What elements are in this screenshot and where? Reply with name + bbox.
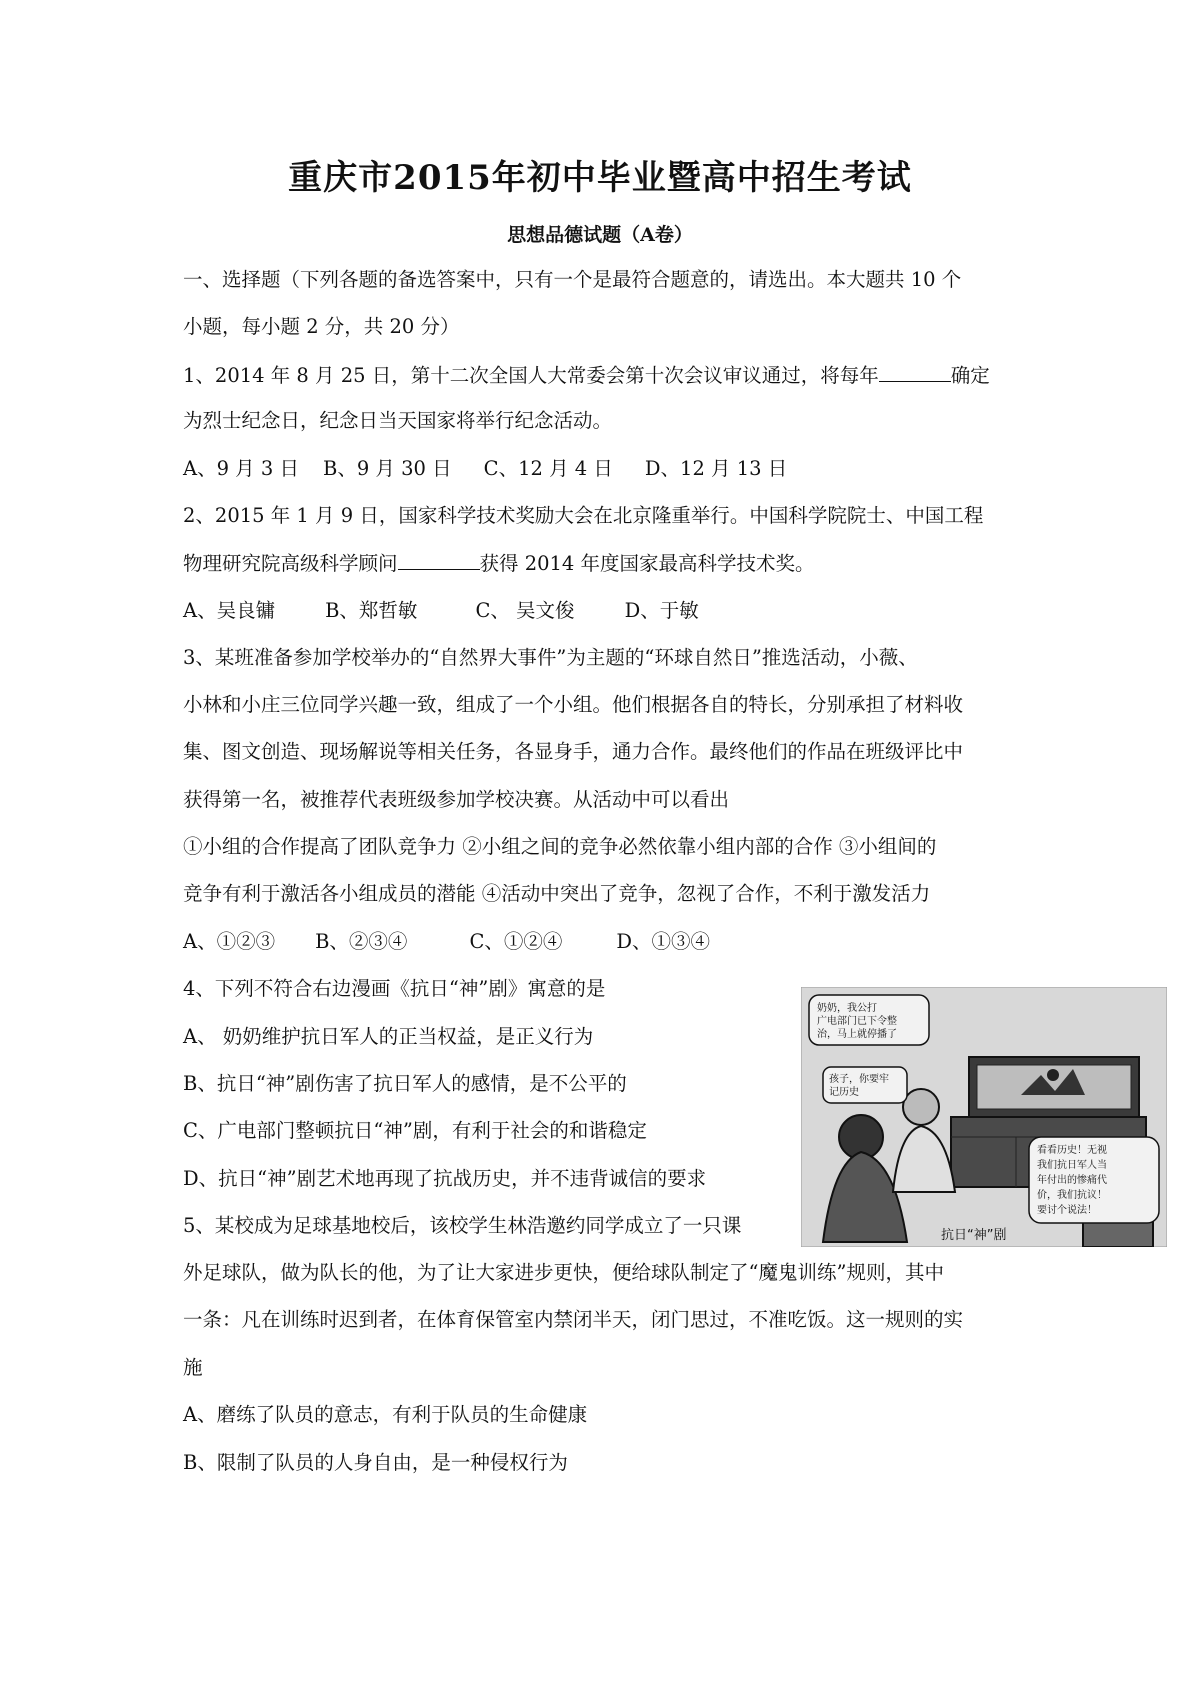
question-2-stem: 2、2015 年 1 月 9 日，国家科学技术奖励大会在北京隆重举行。中国科学院院士、中国工程 <box>183 504 984 527</box>
option-a: A、9 月 3 日 <box>183 457 299 480</box>
answer-blank <box>879 361 951 382</box>
option-c: C、 吴文俊 <box>475 599 575 622</box>
question-4-stem: 4、下列不符合右边漫画《抗日“神”剧》寓意的是 <box>183 977 606 1000</box>
question-2-options <box>183 597 699 625</box>
answer-blank <box>398 549 480 570</box>
bubble-text: 广电部门已下令整 <box>817 1016 897 1027</box>
bubble-text: 孩子，你要牢 <box>829 1074 889 1085</box>
option-b: B、限制了队员的人身自由，是一种侵权行为 <box>183 1451 568 1474</box>
option-b: B、9 月 30 日 <box>323 457 452 480</box>
question-5-stem: 一条：凡在训练时迟到者，在体育保管室内禁闭半天，闭门思过，不准吃饭。这一规则的实 <box>183 1308 964 1331</box>
section-instruction: 一、选择题（下列各题的备选答案中，只有一个是最符合题意的，请选出。本大题共 10 个 <box>183 268 962 291</box>
option-d: D、①③④ <box>616 930 710 953</box>
option-c: C、12 月 4 日 <box>483 457 613 480</box>
question-3-stem: 3、某班准备参加学校举办的“自然界大事件”为主题的“环球自然日”推选活动，小薇、 <box>183 646 918 669</box>
option-b: B、郑哲敏 <box>325 599 418 622</box>
option-a: A、 奶奶维护抗日军人的正当权益，是正义行为 <box>183 1025 594 1048</box>
bubble-text: 年付出的惨痛代 <box>1037 1175 1107 1186</box>
section-instruction: 小题，每小题 2 分，共 20 分） <box>183 315 460 338</box>
question-3-stem: 小林和小庄三位同学兴趣一致，组成了一个小组。他们根据各自的特长，分别承担了材料收 <box>183 693 964 716</box>
page-subtitle: 思想品德试题（A卷） <box>507 224 693 246</box>
question-5-stem: 施 <box>183 1356 203 1379</box>
option-d: D、12 月 13 日 <box>644 457 788 480</box>
question-5-stem: 外足球队，做为队长的他，为了让大家进步更快，便给球队制定了“魔鬼训练”规则，其中 <box>183 1261 944 1284</box>
option-c: C、广电部门整顿抗日“神”剧，有利于社会的和谐稳定 <box>183 1119 647 1142</box>
option-a: A、①②③ <box>183 930 276 953</box>
question-3-options <box>183 928 710 956</box>
bubble-text: 记历史 <box>829 1087 859 1098</box>
question-text: 获得 2014 年度国家最高科学技术奖。 <box>479 552 815 575</box>
bubble-text: 我们抗日军人当 <box>1037 1160 1107 1171</box>
question-text: 1、2014 年 8 月 25 日，第十二次全国人大常委会第十次会议审议通过，将每年 <box>183 364 879 387</box>
question-1-stem: 为烈士纪念日，纪念日当天国家将举行纪念活动。 <box>183 409 613 432</box>
bubble-text: 奶奶，我公打 <box>817 1003 877 1014</box>
question-2-stem <box>183 549 815 578</box>
cartoon-caption: 抗日“神”剧 <box>941 1228 1007 1243</box>
option-c: C、①②④ <box>469 930 563 953</box>
question-1-stem <box>183 361 990 390</box>
option-b: B、抗日“神”剧伤害了抗日军人的感情，是不公平的 <box>183 1072 627 1095</box>
question-3-statements: ①小组的合作提高了团队竞争力 ②小组之间的竞争必然依靠小组内部的合作 ③小组间的 <box>183 835 937 858</box>
bubble-text: 看看历史！无视 <box>1037 1145 1107 1156</box>
cartoon-illustration <box>801 987 1167 1247</box>
option-d: D、抗日“神”剧艺术地再现了抗战历史，并不违背诚信的要求 <box>183 1167 707 1190</box>
cartoon-drawing <box>801 987 1167 1247</box>
question-3-stem: 集、图文创造、现场解说等相关任务，各显身手，通力合作。最终他们的作品在班级评比中 <box>183 740 964 763</box>
question-3-statements: 竞争有利于激活各小组成员的潜能 ④活动中突出了竞争，忽视了合作，不利于激发活力 <box>183 882 931 905</box>
question-text: 物理研究院高级科学顾问 <box>183 552 398 575</box>
option-d: D、于敏 <box>624 599 699 622</box>
question-5-stem: 5、某校成为足球基地校后，该校学生林浩邀约同学成立了一只课 <box>183 1214 742 1237</box>
option-b: B、②③④ <box>315 930 408 953</box>
page-title: 重庆市2015年初中毕业暨高中招生考试 <box>288 158 912 198</box>
bubble-text: 要讨个说法！ <box>1037 1205 1097 1216</box>
bubble-text: 治，马上就停播了 <box>817 1029 897 1040</box>
bubble-text: 价，我们抗议！ <box>1037 1190 1107 1201</box>
question-1-options <box>183 455 787 483</box>
question-text: 确定 <box>950 364 990 387</box>
option-a: A、磨练了队员的意志，有利于队员的生命健康 <box>183 1403 588 1426</box>
question-3-stem: 获得第一名，被推荐代表班级参加学校决赛。从活动中可以看出 <box>183 788 730 811</box>
option-a: A、吴良镛 <box>183 599 276 622</box>
